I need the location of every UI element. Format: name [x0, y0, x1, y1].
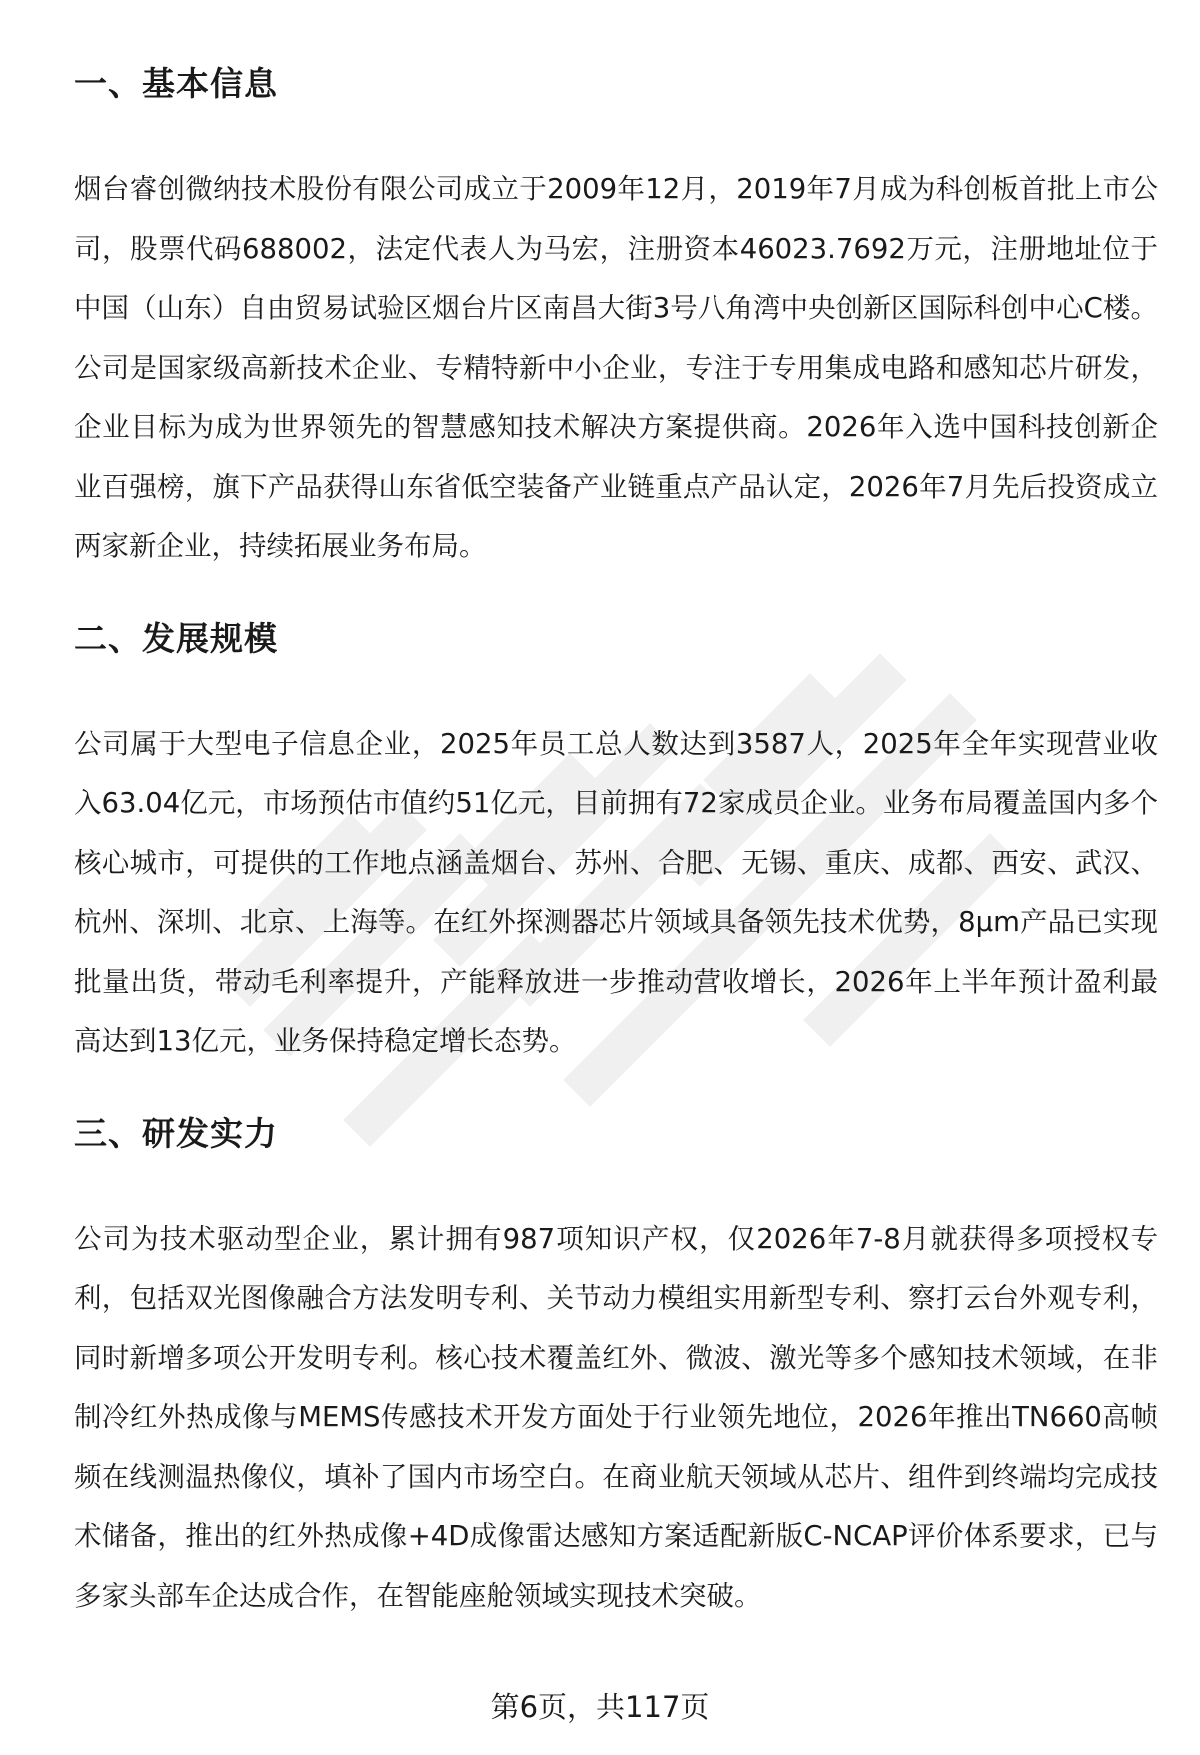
- section-heading: 二、发展规模: [74, 618, 278, 658]
- section-heading: 一、基本信息: [74, 64, 278, 103]
- section-basic-info: [74, 60, 1158, 577]
- section-heading: 三、研发实力: [74, 1113, 278, 1153]
- section-development-scale: [74, 615, 1158, 1072]
- section-rd-strength: [74, 1110, 1158, 1627]
- section-paragraph: 烟台睿创微纳技术股份有限公司成立于2009年12月，2019年7月成为科创板首批上市公司，股票代码688002，法定代表人为马宏，注册资本46023.7692万元，注册地址位于中国（山东）自由贸易试验区烟台片区南昌大街3号八角湾中央创新区国际科创中心C楼。公司是国家级高新技术企业、专精特新中小企业，专注于专用集成电路和感知芯片研发，企业目标为成为世界领先的智慧感知技术解决方案提供商。2026年入选中国科技创新企业百强榜，旗下产品获得山东省低空装备产业链重点产品认定，2026年7月先后投资成立两家新企业，持续拓展业务布局。: [74, 173, 1158, 562]
- section-paragraph: 公司属于大型电子信息企业，2025年员工总人数达到3587人，2025年全年实现营业收入63.04亿元，市场预估市值约51亿元，目前拥有72家成员企业。业务布局覆盖国内多个核心城市，可提供的工作地点涵盖烟台、苏州、合肥、无锡、重庆、成都、西安、武汉、杭州、深圳、北京、上海等。在红外探测器芯片领域具备领先技术优势，8μm产品已实现批量出货，带动毛利率提升，产能释放进一步推动营收增长，2026年上半年预计盈利最高达到13亿元，业务保持稳定增长态势。: [74, 727, 1159, 1057]
- page-number: 第6页，共117页: [490, 1690, 710, 1724]
- section-paragraph: 公司为技术驱动型企业，累计拥有987项知识产权，仅2026年7-8月就获得多项授权专利，包括双光图像融合方法发明专利、关节动力模组实用新型专利、察打云台外观专利，同时新增多项公开发明专利。核心技术覆盖红外、微波、激光等多个感知技术领域，在非制冷红外热成像与MEMS传感技术开发方面处于行业领先地位，2026年推出TN660高帧频在线测温热像仪，填补了国内市场空白。在商业航天领域从芯片、组件到终端均完成技术储备，推出的红外热成像+4D成像雷达感知方案适配新版C-NCAP评价体系要求，已与多家头部车企达成合作，在智能座舱领域实现技术突破。: [74, 1222, 1158, 1612]
- document-page: [74, 60, 1158, 1664]
